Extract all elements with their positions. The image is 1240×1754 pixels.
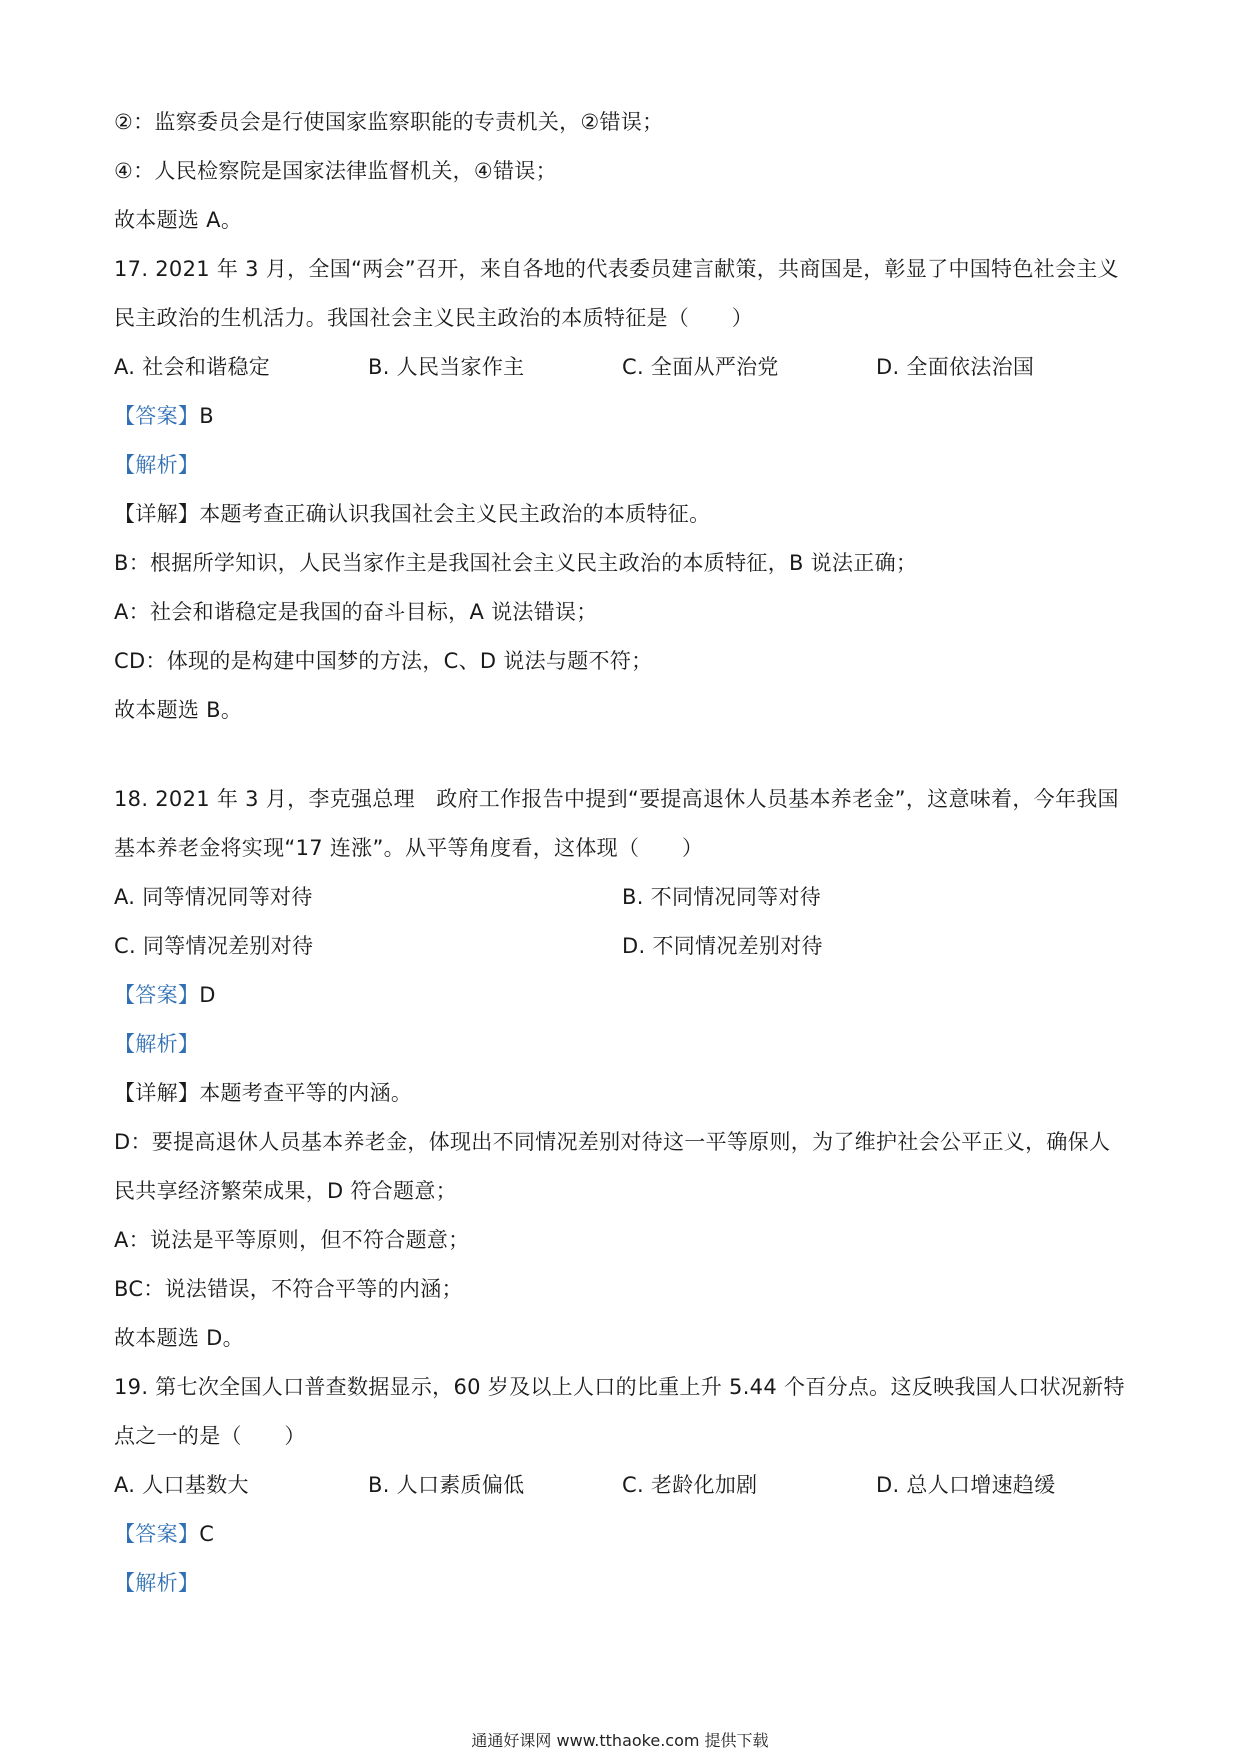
detail-tag: 【详解】 — [114, 1081, 200, 1105]
spacer — [114, 735, 1134, 775]
option-b: B. 不同情况同等对待 — [622, 885, 822, 909]
explanation: A：说法是平等原则，但不符合题意； — [114, 1228, 470, 1252]
explanation: CD：体现的是构建中国梦的方法，C、D 说法与题不符； — [114, 649, 653, 673]
answer-value: C — [199, 1522, 215, 1546]
answer-tag: 【答案】 — [114, 983, 200, 1007]
option-a: A. 同等情况同等对待 — [114, 885, 313, 909]
explanation: B：根据所学知识，人民当家作主是我国社会主义民主政治的本质特征，B 说法正确； — [114, 551, 918, 575]
answer-tag: 【答案】 — [114, 404, 200, 428]
question-19-options — [114, 1461, 1134, 1510]
answer-line — [114, 971, 1134, 1020]
question-18-options-row2 — [114, 922, 1134, 971]
analysis-tag: 【解析】 — [114, 453, 200, 477]
answer-line — [114, 1510, 1134, 1559]
question-17-options — [114, 343, 1134, 392]
analysis-tag: 【解析】 — [114, 1032, 200, 1056]
question-19-stem: 19. 第七次全国人口普查数据显示，60 岁及以上人口的比重上升 5.44 个百分点。这反映我国人口状况新特 — [114, 1375, 1125, 1399]
option-a: A. 社会和谐稳定 — [114, 355, 271, 379]
detail-line — [114, 1069, 1134, 1118]
explanation: A：社会和谐稳定是我国的奋斗目标，A 说法错误； — [114, 600, 598, 624]
answer-line — [114, 392, 1134, 441]
answer-value: B — [199, 404, 214, 428]
question-17-stem: 17. 2021 年 3 月，全国“两会”召开，来自各地的代表委员建言献策，共商国是，彰显了中国特色社会主义 — [114, 257, 1119, 281]
detail-text: 本题考查正确认识我国社会主义民主政治的本质特征。 — [199, 502, 711, 526]
answer-value: D — [199, 983, 216, 1007]
question-19-stem-cont: 点之一的是（ ） — [114, 1424, 306, 1448]
option-c: C. 同等情况差别对待 — [114, 934, 314, 958]
paragraph: ②：监察委员会是行使国家监察职能的专责机关，②错误； — [114, 110, 664, 134]
explanation: 民共享经济繁荣成果，D 符合题意； — [114, 1179, 457, 1203]
detail-text: 本题考查平等的内涵。 — [199, 1081, 413, 1105]
paragraph: 故本题选 A。 — [114, 208, 243, 232]
detail-line — [114, 490, 1134, 539]
question-18-stem: 18. 2021 年 3 月，李克强总理 政府工作报告中提到“要提高退休人员基本养老金”，这意味着，今年我国 — [114, 787, 1119, 811]
conclusion: 故本题选 D。 — [114, 1326, 244, 1350]
option-c: C. 全面从严治党 — [622, 355, 779, 379]
document-body — [114, 98, 1134, 1608]
option-b: B. 人民当家作主 — [368, 355, 525, 379]
option-b: B. 人口素质偏低 — [368, 1473, 525, 1497]
paragraph: ④：人民检察院是国家法律监督机关，④错误； — [114, 159, 557, 183]
option-d: D. 不同情况差别对待 — [622, 934, 823, 958]
explanation: BC：说法错误，不符合平等的内涵； — [114, 1277, 463, 1301]
question-18-options-row1 — [114, 873, 1134, 922]
page-footer: 通通好课网 www.tthaoke.com 提供下载 — [471, 1731, 769, 1750]
detail-tag: 【详解】 — [114, 502, 200, 526]
analysis-tag: 【解析】 — [114, 1571, 200, 1595]
question-18-stem-cont: 基本养老金将实现“17 连涨”。从平等角度看，这体现（ ） — [114, 836, 704, 860]
question-17-stem-cont: 民主政治的生机活力。我国社会主义民主政治的本质特征是（ ） — [114, 306, 753, 330]
option-d: D. 总人口增速趋缓 — [876, 1473, 1056, 1497]
option-d: D. 全面依法治国 — [876, 355, 1035, 379]
explanation: D：要提高退休人员基本养老金，体现出不同情况差别对待这一平等原则，为了维护社会公平正义，确保人 — [114, 1130, 1111, 1154]
option-a: A. 人口基数大 — [114, 1473, 249, 1497]
option-c: C. 老龄化加剧 — [622, 1473, 758, 1497]
conclusion: 故本题选 B。 — [114, 698, 243, 722]
answer-tag: 【答案】 — [114, 1522, 200, 1546]
